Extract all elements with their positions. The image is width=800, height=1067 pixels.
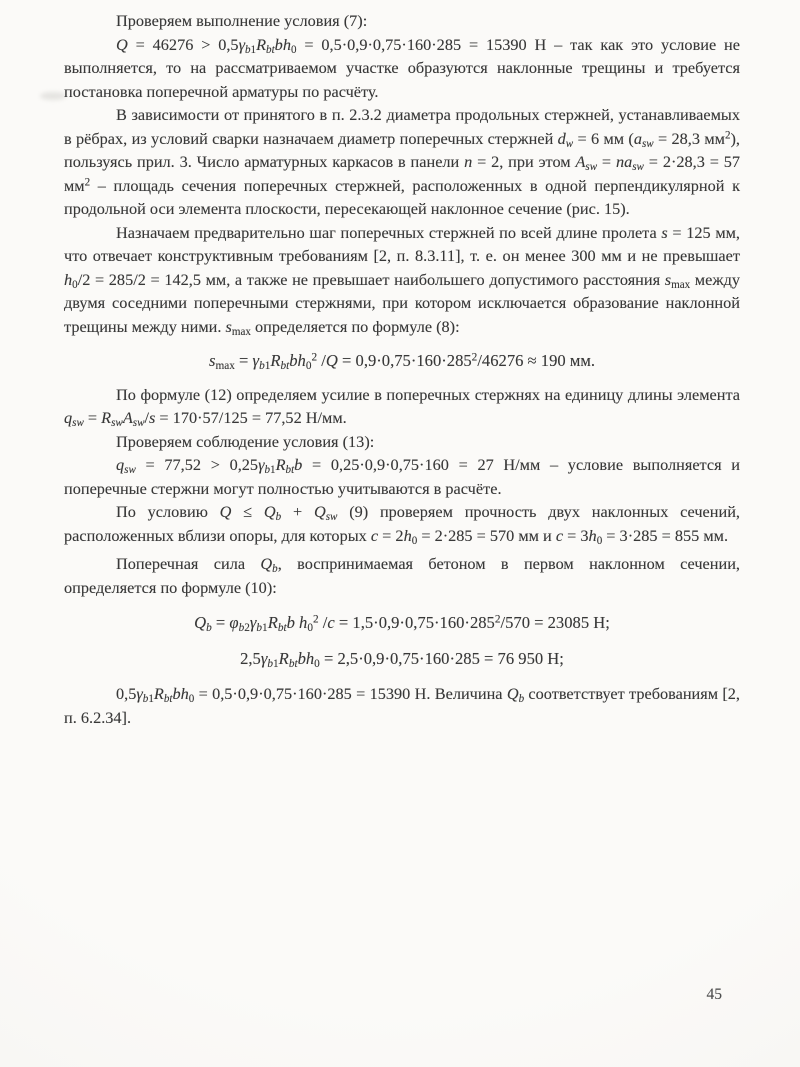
paragraph-q-check: $Q = 46276 > 0,5\gamma_{b1}R_{bt}bh_0 = 0,5\cdot 0,9\cdot 0,75\cdot 160\cdot 285 = 15390$ Н – так как это условие не выполняется, то на рассматриваемом участке образуются наклонные трещины и требуется постановка поперечной арматуры по расчёту.: [64, 34, 740, 101]
paragraph-qsw-definition: По формуле (12) определяем усилие в поперечных стержнях на единицу длины элемента $q_{sw} = R_{sw}A_{sw}/s = 170\cdot 57/125 = 77,52$ Н/мм.: [64, 384, 740, 430]
paragraph-check-condition-13: Проверяем соблюдение условия (13):: [116, 431, 375, 451]
page-number: 45: [706, 986, 722, 1003]
paragraph-qb-intro: Поперечная сила $Q_b$, воспринимаемая бетоном в первом наклонном сечении, определяется по формуле (10):: [64, 554, 740, 597]
paragraph-spacing-assignment: Назначаем предварительно шаг поперечных стержней по всей длине пролета s = 125 мм, что отвечает конструктивным требованиям [2, п. 8.3.11], т. е. он менее 300 мм и не превышает $h_0/2 = 285/2 = 142,5$ мм, а также не превышает наибольшего допустимого расстояния $s_{max}$ между двумя соседними поперечными стержнями, при котором исключается образование наклонной трещины между ними. $s_{max}$ определяется по формуле (8):: [64, 222, 740, 338]
paragraph-diameter-selection: В зависимости от принятого в п. 2.3.2 диаметра продольных стержней, устанавливаемых в рёбрах, из условий сварки назначаем диаметр поперечных стержней $d_w = 6$ мм ($a_{sw} = 28,3$ $мм^2$), пользуясь прил. 3. Число арматурных каркасов в панели n = 2, при этом $A_{sw} = na_{sw} = 2\cdot 28,3 = 57$ $мм^2$ – площадь сечения поперечных стержней, расположенных в одной перпендикулярной к продольной оси элемента плоскости, пересекающей наклонное сечение (рис. 15).: [64, 105, 741, 218]
paragraph-qb-lower-limit: $0,5\gamma_{b1}R_{bt}bh_0 = 0,5\cdot 0,9\cdot 0,75\cdot 160\cdot 285 = 15390$ Н. Величина $Q_b$ соответствует требованиям [2, п. 6.2.34].: [64, 684, 740, 727]
formula-smax: $s_{max} = \gamma_{b1}R_{bt}bh_0^2$ $/Q = 0,9\cdot 0,75\cdot 160\cdot 285^2/46276 \approx 190$ мм.: [208, 351, 596, 373]
scan-smudge: [40, 92, 66, 100]
paragraph-qsw-check: $q_{sw} = 77,52 > 0,25\gamma_{b1}R_{bt}b = 0,25\cdot 0,9\cdot 0,75\cdot 160 = 27$ Н/мм – условие выполняется и поперечные стержни могут полностью учитываются в расчёте.: [64, 455, 740, 498]
paragraph-inclined-sections: По условию $Q \le Q_b + Q_{sw}$ (9) проверяем прочность двух наклонных сечений, расположенных вблизи опоры, для которых $c = 2h_0 = 2\cdot 285 = 570$ мм и $c = 3h_0 = 3\cdot 285 = 855$ мм.: [64, 502, 740, 547]
document-page: [64, 9, 740, 729]
formula-qb-upper-limit: $2,5\gamma_{b1}R_{bt}bh_0 = 2,5\cdot 0,9\cdot 0,75\cdot 160\cdot 285 = 76$ 950 Н;: [240, 648, 564, 670]
paragraph-check-condition-7: Проверяем выполнение условия (7):: [116, 11, 368, 30]
formula-qb: $Q_b = \varphi_{b2}\gamma_{b1}R_{bt}b$ $h_0^2$ $/c = 1,5\cdot 0,9\cdot 0,75\cdot 160\cdot 285^2/570 = 23085$ Н;: [194, 613, 610, 635]
